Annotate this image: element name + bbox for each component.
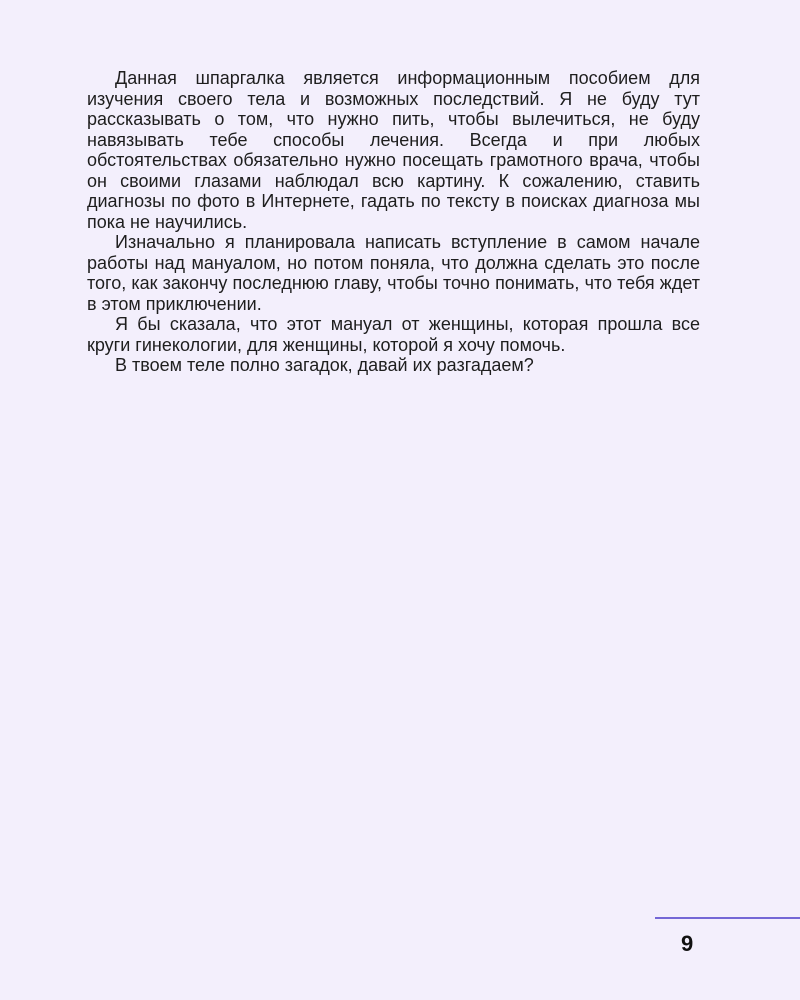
body-text bbox=[87, 68, 700, 376]
page-number-rule bbox=[655, 917, 800, 919]
paragraph-purpose: Я бы сказала, что этот мануал от женщины, которая прошла все круги гинекологии, для женщины, которой я хочу помочь. bbox=[87, 314, 700, 355]
paragraph-plan: Изначально я планировала написать вступление в самом начале работы над мануалом, но потом поняла, что должна сделать это после того, как закончу последнюю главу, чтобы точно понимать, что тебя ждет в этом приключении. bbox=[87, 232, 700, 314]
paragraph-intro: Данная шпаргалка является информационным пособием для изучения своего тела и возможных последствий. Я не буду тут рассказывать о том, что нужно пить, чтобы вылечиться, не буду навязывать тебе способы лечения. Всегда и при любых обстоятельствах обязательно нужно посещать грамотного врача, чтобы он своими глазами наблюдал всю картину. К сожалению, ставить диагнозы по фото в Интернете, гадать по тексту в поисках диагноза мы пока не научились. bbox=[87, 68, 700, 232]
page-number: 9 bbox=[681, 931, 694, 956]
paragraph-question: В твоем теле полно загадок, давай их разгадаем? bbox=[115, 355, 534, 375]
